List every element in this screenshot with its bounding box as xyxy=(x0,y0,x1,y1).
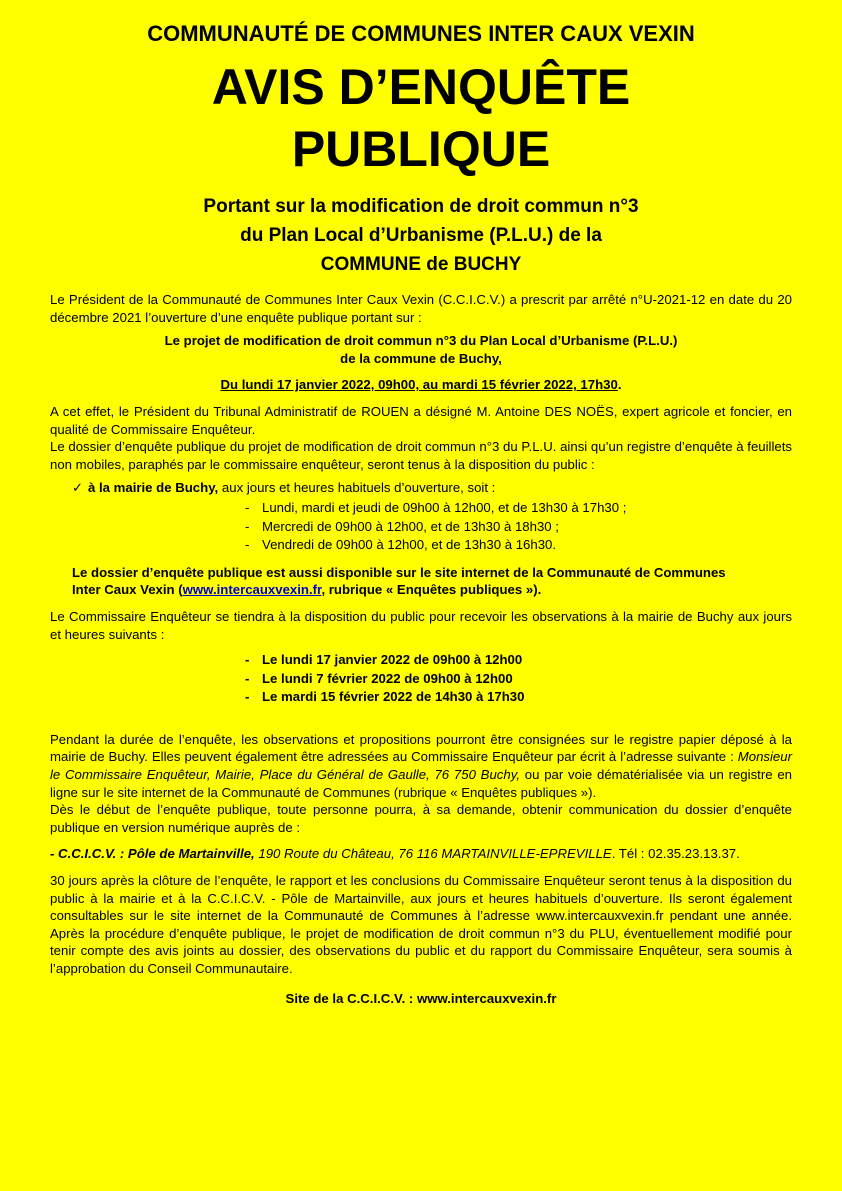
permanence-item: - Le mardi 15 février 2022 de 14h30 à 17h30 xyxy=(245,688,792,707)
opening-hours-item: - Vendredi de 09h00 à 12h00, et de 13h30 à 16h30. xyxy=(245,536,792,555)
contact-line xyxy=(50,845,792,863)
project-line-2: de la commune de Buchy, xyxy=(340,350,502,366)
project-line-1: Le projet de modification de droit commun n°3 du Plan Local d’Urbanisme (P.L.U.) xyxy=(164,333,678,349)
permanence-list xyxy=(50,651,792,707)
dossier-paragraph: Le dossier d’enquête publique du projet de modification de droit commun n°3 du P.L.U. ainsi qu’un registre d’enquête à feuillets non mobiles, paraphés par le commissaire enquêteur, seront tenus à la disposition du public : xyxy=(50,439,792,472)
mairie-rest: aux jours et heures habituels d’ouverture, soit : xyxy=(218,480,496,496)
opening-hours-item: - Lundi, mardi et jeudi de 09h00 à 12h00, et de 13h30 à 17h30 ; xyxy=(245,499,792,518)
title-line-2: PUBLIQUE xyxy=(291,121,551,177)
intro-paragraph: Le Président de la Communauté de Communes Inter Caux Vexin (C.C.I.C.V.) a prescrit par arrêté n°U-2021-12 en date du 20 décembre 2021 l’ouverture d’une enquête publique portant sur : xyxy=(50,292,792,325)
footer-site: Site de la C.C.I.C.V. : www.intercauxvexin.fr xyxy=(285,990,557,1006)
observations-post: ou par voie dématérialisée via un registre en ligne sur le site internet de la Communauté de Communes (rubrique « Enquêtes publiques »). xyxy=(50,767,792,800)
online-line-1: Le dossier d’enquête publique est aussi disponible sur le site internet de la Communauté de Communes xyxy=(72,564,726,580)
title-line-1: AVIS D’ENQUÊTE xyxy=(211,59,631,115)
contact-name: - C.C.I.C.V. : Pôle de Martainville, xyxy=(50,846,255,862)
observations-pre: Pendant la durée de l’enquête, les observations et propositions pourront être consignées sur le registre papier déposé à la mairie de Buchy. Elles peuvent également être adressées au Commissaire Enquêteur par écrit à l’adresse suivante : xyxy=(50,731,792,765)
inquiry-dates-text: Du lundi 17 janvier 2022, 09h00, au mardi 15 février 2022, 17h30 xyxy=(220,377,618,393)
inquiry-dates-end: . xyxy=(617,377,622,393)
opening-hours-item: - Mercredi de 09h00 à 12h00, et de 13h30 à 18h30 ; xyxy=(245,518,792,537)
organization-heading: COMMUNAUTÉ DE COMMUNES INTER CAUX VEXIN xyxy=(147,21,695,46)
commissioner-address: Monsieur le Commissaire Enquêteur, Mairie, Place du Général de Gaulle, 76 750 Buchy, xyxy=(50,749,792,783)
permanence-item: - Le lundi 7 février 2022 de 09h00 à 12h00 xyxy=(245,670,792,689)
inquiry-dates xyxy=(50,376,792,394)
contact-address: 190 Route du Château, 76 116 MARTAINVILLE-EPREVILLE xyxy=(254,846,612,862)
communication-paragraph: Dès le début de l’enquête publique, toute personne pourra, à sa demande, obtenir communication du dossier d’enquête publique en version numérique auprès de : xyxy=(50,802,792,835)
notice-title xyxy=(50,56,792,180)
online-line-2 xyxy=(72,581,792,599)
permanence-intro: Le Commissaire Enquêteur se tiendra à la disposition du public pour recevoir les observations à la mairie de Buchy aux jours et heures suivants : xyxy=(50,608,792,642)
subtitle-line-3: COMMUNE de BUCHY xyxy=(320,254,522,275)
online-availability xyxy=(50,564,792,599)
website-link[interactable]: www.intercauxvexin.fr xyxy=(182,582,322,598)
online-post: , rubrique « Enquêtes publiques »). xyxy=(321,582,542,598)
appointment-paragraph: A cet effet, le Président du Tribunal Administratif de ROUEN a désigné M. Antoine DES NOËS, expert agricole et foncier, en qualité de Commissaire Enquêteur. xyxy=(50,403,792,437)
opening-hours-list xyxy=(50,499,792,555)
subtitle-line-1: Portant sur la modification de droit commun n°3 xyxy=(203,196,639,217)
permanence-item: - Le lundi 17 janvier 2022 de 09h00 à 12h00 xyxy=(245,651,792,670)
online-pre: Inter Caux Vexin ( xyxy=(72,582,183,598)
contact-tel: . Tél : 02.35.23.13.37. xyxy=(611,846,740,862)
observations-paragraph xyxy=(50,731,792,801)
subtitle-line-2: du Plan Local d’Urbanisme (P.L.U.) de la xyxy=(240,225,602,246)
mairie-label: à la mairie de Buchy, xyxy=(88,480,219,496)
checkmark-icon: ✓ xyxy=(72,480,84,496)
report-paragraph: 30 jours après la clôture de l’enquête, le rapport et les conclusions du Commissaire Enquêteur seront tenus à la disposition du public à la mairie et à la C.C.I.C.V. - Pôle de Martainville, aux jours et heures habituels d’ouverture. Ils seront également consultables sur le site internet de la Communauté de Communes à l’adresse www.intercauxvexin.fr pendant une année. Après la procédure d’enquête publique, le projet de modification de droit commun n°3 du PLU, éventuellement modifié pour tenir compte des avis joints au dossier, des observations du public et du rapport du Commissaire Enquêteur, sera soumis à l’approbation du Conseil Communautaire. xyxy=(50,873,792,976)
notice-subtitle xyxy=(50,192,792,279)
mairie-item xyxy=(50,479,792,497)
